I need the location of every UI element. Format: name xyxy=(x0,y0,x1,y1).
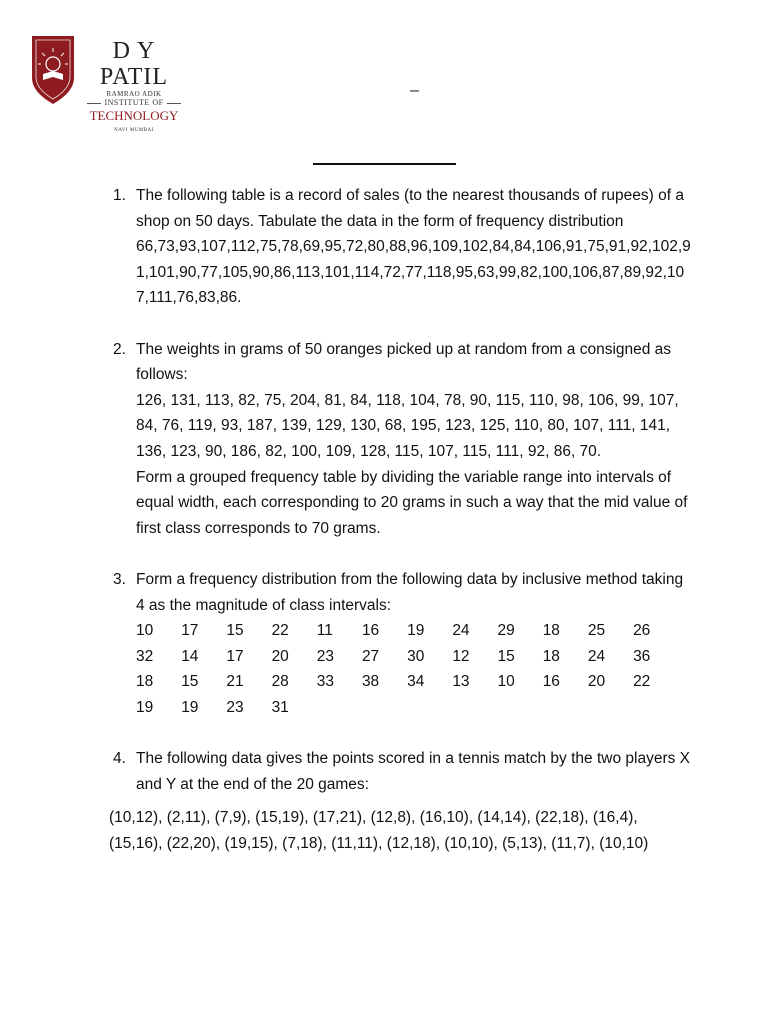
table-cell: 23 xyxy=(226,698,244,716)
brand-subtitle-3: TECHNOLOGY xyxy=(89,108,179,123)
table-cell xyxy=(588,695,633,721)
table-cell: 24 xyxy=(452,622,470,640)
brand-location: NAVI MUMBAI xyxy=(114,128,154,133)
brand-subtitle-2: INSTITUTE OF xyxy=(104,98,164,107)
brand-name: D Y PATIL xyxy=(99,38,169,90)
question-text: The weights in grams of 50 oranges picked up at random from a consigned as follows: xyxy=(136,340,672,384)
table-cell: 33 xyxy=(316,673,334,691)
question-1 xyxy=(113,183,693,311)
table-row xyxy=(136,644,678,670)
table-cell: 34 xyxy=(407,673,425,691)
table-cell xyxy=(498,695,543,721)
table-cell: 26 xyxy=(633,622,651,640)
table-cell: 31 xyxy=(271,698,289,716)
question-instruction: Form a grouped frequency table by dividing the variable range into intervals of equal width, each corresponding to 20 grams in such a way that the mid value of first class corresponds to 70 grams. xyxy=(136,468,688,537)
table-cell xyxy=(362,695,407,721)
question-data: (10,12), (2,11), (7,9), (15,19), (17,21), (12,8), (16,10), (14,14), (22,18), (16,4), (15,16), (22,20), (19,15), (7,18), (11,11), (12,18), (10,10), (5,13), (11,7), (10,10) xyxy=(109,809,649,853)
table-row xyxy=(136,695,678,721)
brand-subtitle-1: RAMRAO ADIK xyxy=(106,90,162,98)
question-text: The following table is a record of sales (to the nearest thousands of rupees) of a shop on 50 days. Tabulate the data in the form of frequency distribution xyxy=(136,187,684,230)
question-3 xyxy=(113,567,693,721)
table-cell: 16 xyxy=(361,622,380,640)
table-cell: 15 xyxy=(181,673,199,691)
table-cell: 15 xyxy=(226,622,244,640)
question-number: 4. xyxy=(113,750,126,768)
question-number: 3. xyxy=(113,570,126,588)
table-cell: 12 xyxy=(452,647,470,665)
table-cell: 22 xyxy=(271,622,289,640)
table-cell: 13 xyxy=(452,673,470,691)
table-cell: 14 xyxy=(181,647,199,665)
shield-emblem-icon xyxy=(30,34,76,106)
table-cell: 18 xyxy=(542,647,560,665)
table-cell: 11 xyxy=(316,622,333,640)
question-number: 1. xyxy=(113,187,126,204)
table-cell: 18 xyxy=(542,622,560,640)
question-data: 66,73,93,107,112,75,78,69,95,72,80,88,96,109,102,84,84,106,91,75,91,92,102,91,101,90,77,105,90,86,113,101,114,72,77,118,95,63,99,82,100,106,87,89,92,107,111,76,83,86. xyxy=(136,238,691,307)
question-2 xyxy=(113,337,693,542)
question-4 xyxy=(113,746,693,797)
institute-logo xyxy=(30,34,190,133)
table-cell xyxy=(452,695,497,721)
question-text: The following data gives the points scored in a tennis match by the two players X and Y at the end of the 20 games: xyxy=(136,750,690,793)
question-list xyxy=(109,183,693,873)
table-cell: 24 xyxy=(587,647,606,665)
table-cell: 19 xyxy=(407,622,425,640)
data-table xyxy=(136,618,678,720)
table-row xyxy=(136,618,678,644)
table-row xyxy=(136,669,678,695)
question-data: 126, 131, 113, 82, 75, 204, 81, 84, 118, 104, 78, 90, 115, 110, 98, 106, 99, 107, 84, 76, 119, 93, 187, 139, 129, 130, 68, 195, 123, 125, 110, 80, 107, 111, 141, 136, 123, 90, 186, 82, 100, 109, 128, 115, 107, 115, 111, 92, 86, 70. xyxy=(136,391,679,460)
table-cell: 19 xyxy=(136,698,154,716)
table-cell: 18 xyxy=(136,673,154,691)
table-cell xyxy=(633,695,678,721)
table-cell: 21 xyxy=(226,673,244,691)
table-cell xyxy=(543,695,588,721)
table-cell: 22 xyxy=(633,673,651,691)
table-cell: 36 xyxy=(633,647,651,665)
table-cell: 19 xyxy=(181,698,199,716)
table-cell: 15 xyxy=(497,647,515,665)
question-text: Form a frequency distribution from the following data by inclusive method taking 4 as the magnitude of class intervals: xyxy=(136,570,684,614)
table-cell: 20 xyxy=(587,673,606,691)
table-cell: 17 xyxy=(181,622,199,640)
table-cell: 30 xyxy=(407,647,425,665)
table-cell: 25 xyxy=(587,622,606,640)
table-cell: 20 xyxy=(271,647,289,665)
question-number: 2. xyxy=(113,340,126,358)
table-cell: 10 xyxy=(136,622,154,640)
title-underline xyxy=(313,163,456,165)
table-cell: 28 xyxy=(271,673,289,691)
header-dash: – xyxy=(410,82,419,99)
table-cell: 32 xyxy=(136,647,154,665)
table-cell: 29 xyxy=(497,622,515,640)
table-cell: 10 xyxy=(497,673,515,691)
table-cell xyxy=(407,695,452,721)
table-cell: 38 xyxy=(361,673,380,691)
table-cell xyxy=(317,695,362,721)
table-cell: 16 xyxy=(542,673,560,691)
table-cell: 17 xyxy=(226,647,244,665)
table-cell: 27 xyxy=(361,647,380,665)
table-cell: 23 xyxy=(316,647,334,665)
